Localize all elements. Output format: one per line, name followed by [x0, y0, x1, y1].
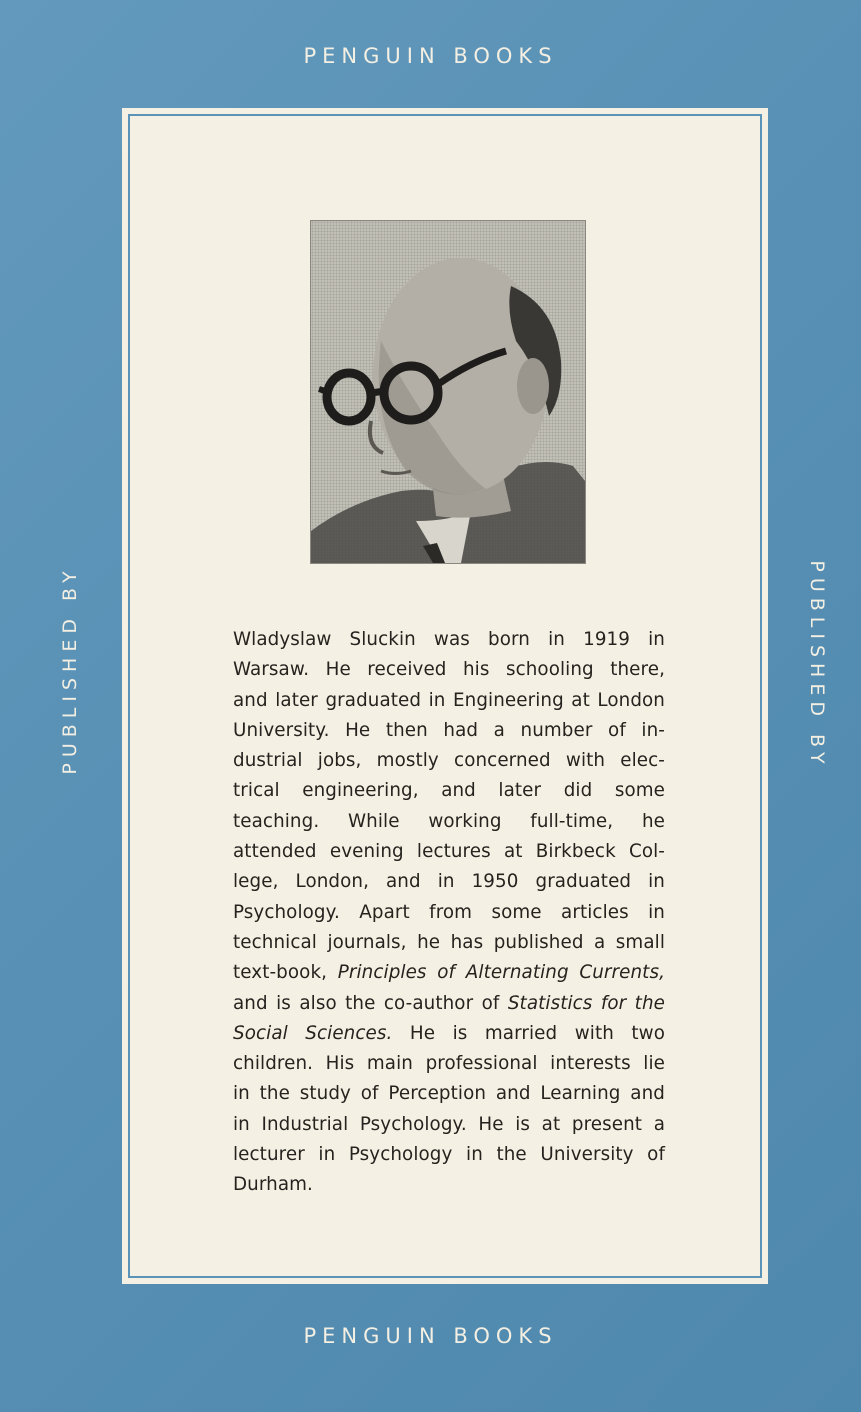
bio-line: Wladyslaw Sluckin was born in 1919 in [233, 629, 665, 650]
author-panel [122, 108, 768, 1284]
bio-line-with-title [233, 958, 665, 988]
bio-text: text-book, [233, 962, 338, 984]
published-by-right: PUBLISHED BY [806, 560, 828, 770]
bio-line: in Industrial Psychology. He is at present a [233, 1113, 665, 1135]
bio-line: attended evening lectures at Birkbeck Col- [233, 841, 665, 863]
bio-line-with-title [233, 1019, 665, 1049]
bio-line-with-title [233, 989, 665, 1019]
book-title: Statistics for the [507, 992, 665, 1014]
bio-line: dustrial jobs, mostly concerned with elec- [233, 750, 665, 772]
bio-line: Psychology. Apart from some articles in [233, 901, 665, 923]
bio-line: Durham. [233, 1174, 313, 1196]
book-title: Social Sciences. [233, 1022, 393, 1044]
bio-line: technical journals, he has published a small [233, 931, 665, 953]
bio-line: and later graduated in Engineering at London [233, 689, 665, 711]
bio-text: and is also the co-author of [233, 992, 508, 1014]
author-portrait [310, 220, 586, 564]
publisher-name-bottom: PENGUIN BOOKS [303, 1324, 558, 1348]
portrait-photo [311, 221, 585, 563]
bio-line: lecturer in Psychology in the University of [233, 1144, 665, 1166]
bio-line: Warsaw. He received his schooling there, [233, 659, 665, 681]
book-title: Principles of Alternating Currents, [337, 962, 665, 984]
published-by-left: PUBLISHED BY [59, 565, 81, 775]
author-biography [233, 625, 665, 1201]
bio-text: He is married with two [392, 1022, 665, 1044]
bio-line: University. He then had a number of in- [233, 719, 665, 741]
bio-line: lege, London, and in 1950 graduated in [233, 871, 665, 893]
bio-line: trical engineering, and later did some [233, 780, 665, 802]
bio-line: in the study of Perception and Learning and [233, 1083, 665, 1105]
bio-line: teaching. While working full-time, he [233, 810, 665, 832]
publisher-name-top: PENGUIN BOOKS [303, 44, 558, 68]
bio-line: children. His main professional interests lie [233, 1053, 665, 1075]
